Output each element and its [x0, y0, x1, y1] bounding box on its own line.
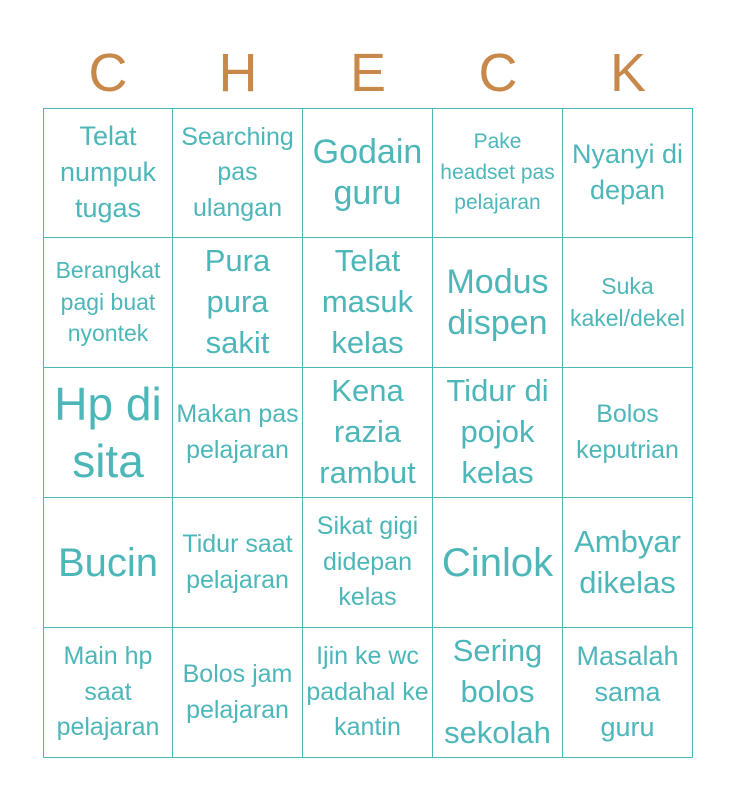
cell-text: Berangkat pagi buat nyontek	[55, 256, 161, 347]
bingo-cell[interactable]	[43, 498, 173, 628]
cell-text: Main hp saat pelajaran	[56, 642, 160, 742]
bingo-cell[interactable]	[43, 238, 173, 368]
cell-text: Nyanyi di depan	[571, 139, 684, 205]
cell-text: Telat numpuk tugas	[59, 121, 157, 223]
cell-text: Makan pas pelajaran	[176, 400, 299, 464]
header-letter-e: E	[349, 43, 387, 103]
bingo-cell[interactable]	[173, 628, 303, 758]
cell-text: Tidur di pojok kelas	[446, 373, 549, 490]
cell-text: Tidur saat pelajaran	[182, 530, 293, 594]
bingo-cell[interactable]	[433, 238, 563, 368]
bingo-cell[interactable]	[303, 498, 433, 628]
bingo-cell[interactable]	[563, 628, 693, 758]
header-letter-c2: C	[478, 43, 518, 103]
bingo-cell[interactable]	[563, 108, 693, 238]
cell-text: Bolos jam pelajaran	[182, 660, 293, 724]
cell-text: Bolos keputrian	[576, 400, 679, 464]
bingo-cell[interactable]	[563, 368, 693, 498]
bingo-cell[interactable]	[303, 238, 433, 368]
bingo-cell[interactable]	[173, 498, 303, 628]
cell-text: Pura pura sakit	[204, 243, 271, 360]
bingo-cell[interactable]	[433, 368, 563, 498]
bingo-cell[interactable]	[43, 108, 173, 238]
bingo-cell[interactable]	[433, 498, 563, 628]
bingo-cell[interactable]	[43, 368, 173, 498]
header-letter-k: K	[609, 43, 647, 103]
cell-text: Searching pas ulangan	[181, 122, 294, 222]
cell-text: Sikat gigi didepan kelas	[316, 512, 419, 612]
cell-text: Cinlok	[441, 540, 554, 585]
header-letter-h: H	[218, 43, 258, 103]
cell-text: Kena razia rambut	[319, 373, 416, 490]
bingo-cell[interactable]	[563, 238, 693, 368]
bingo-cell[interactable]	[173, 238, 303, 368]
cell-text: Ambyar dikelas	[574, 523, 681, 600]
bingo-cell[interactable]	[303, 108, 433, 238]
cell-text: Telat masuk kelas	[321, 243, 414, 360]
bingo-cell[interactable]	[303, 628, 433, 758]
header-letter-c: C	[88, 43, 128, 103]
bingo-cell[interactable]	[173, 368, 303, 498]
bingo-header	[43, 40, 693, 106]
bingo-grid	[43, 108, 693, 758]
cell-text: Bucin	[57, 540, 159, 585]
cell-text: Hp di sita	[54, 378, 162, 487]
cell-text: Masalah sama guru	[576, 640, 679, 743]
bingo-cell[interactable]	[433, 628, 563, 758]
bingo-cell[interactable]	[43, 628, 173, 758]
cell-text: Sering bolos sekolah	[444, 633, 551, 750]
bingo-cell[interactable]	[433, 108, 563, 238]
cell-text: Modus dispen	[446, 262, 549, 342]
cell-text: Ijin ke wc padahal ke kantin	[306, 642, 429, 742]
cell-text: Godain guru	[312, 133, 423, 212]
bingo-cell[interactable]	[563, 498, 693, 628]
cell-text: Pake headset pas pelajaran	[440, 130, 555, 215]
bingo-cell[interactable]	[173, 108, 303, 238]
bingo-cell[interactable]	[303, 368, 433, 498]
cell-text: Suka kakel/dekel	[569, 272, 686, 331]
